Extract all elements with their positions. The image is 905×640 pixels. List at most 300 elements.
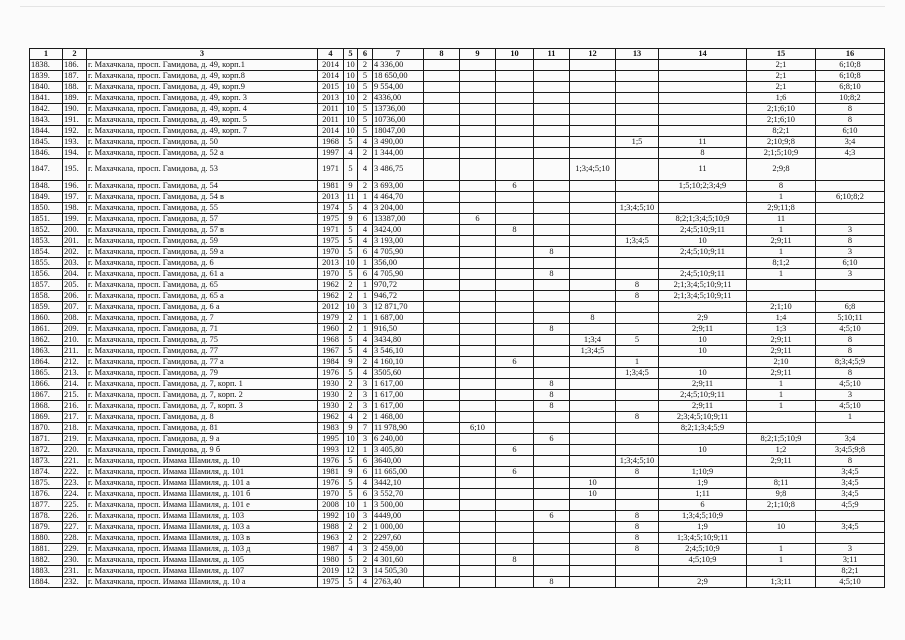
table-cell: 10	[570, 478, 616, 489]
table-cell: 1975	[318, 214, 344, 225]
table-cell: 1	[747, 269, 816, 280]
table-cell: 8	[534, 269, 570, 280]
table-row	[30, 423, 885, 434]
table-cell	[424, 104, 460, 115]
table-cell	[424, 511, 460, 522]
table-cell: 18047,00	[373, 126, 424, 137]
table-cell	[460, 379, 496, 390]
table-cell: 8	[496, 555, 534, 566]
table-cell: 8	[496, 225, 534, 236]
column-header: 5	[344, 49, 358, 60]
table-cell: г. Махачкала, просп. Гамидова, д. 7, корп. 3	[87, 401, 318, 412]
table-cell: 1	[747, 379, 816, 390]
table-cell: 10	[344, 115, 358, 126]
table-cell: 224.	[63, 489, 87, 500]
table-cell: 1930	[318, 379, 344, 390]
table-cell: 4 336,00	[373, 60, 424, 71]
table-body	[30, 60, 885, 588]
table-cell: 1 000,00	[373, 522, 424, 533]
table-cell	[460, 236, 496, 247]
table-cell: 3434,80	[373, 335, 424, 346]
table-cell: г. Махачкала, просп. Гамидова, д. 75	[87, 335, 318, 346]
table-cell	[816, 511, 885, 522]
table-cell: 2	[344, 522, 358, 533]
table-cell	[424, 566, 460, 577]
table-cell: 1993	[318, 445, 344, 456]
table-cell: 1857.	[30, 280, 63, 291]
table-cell	[424, 368, 460, 379]
table-cell	[460, 225, 496, 236]
table-cell: 8	[616, 544, 659, 555]
table-cell	[534, 225, 570, 236]
table-cell	[616, 159, 659, 181]
table-cell	[496, 511, 534, 522]
table-cell: г. Махачкала, просп. Гамидова, д. 59	[87, 236, 318, 247]
table-cell: 2297,60	[373, 533, 424, 544]
table-cell: г. Махачкала, просп. Гамидова, д. 7	[87, 313, 318, 324]
table-cell	[534, 291, 570, 302]
table-cell: 1845.	[30, 137, 63, 148]
table-cell	[496, 346, 534, 357]
table-cell: 4;3	[816, 148, 885, 159]
table-cell: 5	[344, 555, 358, 566]
table-cell	[496, 137, 534, 148]
table-cell: 1979	[318, 313, 344, 324]
table-cell: г. Махачкала, просп. Имама Шамиля, д. 101 б	[87, 489, 318, 500]
table-cell	[460, 544, 496, 555]
table-cell: 193.	[63, 137, 87, 148]
table-cell: 3 693,00	[373, 181, 424, 192]
table-cell: 2014	[318, 71, 344, 82]
table-cell: 8	[534, 401, 570, 412]
column-header: 4	[318, 49, 344, 60]
table-cell: 2	[358, 93, 373, 104]
table-cell: 5	[344, 247, 358, 258]
table-cell: 2	[344, 379, 358, 390]
table-cell	[534, 544, 570, 555]
table-cell: 2012	[318, 302, 344, 313]
table-cell: 3	[816, 247, 885, 258]
table-cell	[534, 313, 570, 324]
table-cell	[570, 544, 616, 555]
table-cell: 8;2;1;3;4;5;9	[659, 423, 747, 434]
table-cell: 8;3;4;5;9	[816, 357, 885, 368]
table-row	[30, 126, 885, 137]
table-cell: 1981	[318, 467, 344, 478]
table-cell: 4	[344, 544, 358, 555]
table-cell	[534, 82, 570, 93]
table-cell	[534, 126, 570, 137]
table-cell: 228.	[63, 533, 87, 544]
table-row	[30, 181, 885, 192]
table-cell	[816, 280, 885, 291]
table-cell: 1;3;4;5	[570, 346, 616, 357]
table-cell: 2	[344, 280, 358, 291]
table-cell: 4 705,90	[373, 269, 424, 280]
table-cell: 4;5;10	[816, 324, 885, 335]
table-cell: 2011	[318, 115, 344, 126]
table-cell: 2	[358, 522, 373, 533]
table-cell: 229.	[63, 544, 87, 555]
table-cell	[496, 544, 534, 555]
table-cell: 8	[816, 236, 885, 247]
table-cell	[460, 60, 496, 71]
table-cell: г. Махачкала, просп. Имама Шамиля, д. 101 а	[87, 478, 318, 489]
table-cell: 1863.	[30, 346, 63, 357]
table-cell: 2	[358, 533, 373, 544]
table-cell: 230.	[63, 555, 87, 566]
table-row	[30, 467, 885, 478]
table-cell: 8	[747, 181, 816, 192]
table-cell: г. Махачкала, просп. Гамидова, д. 57	[87, 214, 318, 225]
table-cell	[534, 467, 570, 478]
table-cell	[460, 82, 496, 93]
table-cell: 5	[616, 335, 659, 346]
table-cell: 1	[747, 555, 816, 566]
table-row	[30, 555, 885, 566]
table-cell	[570, 280, 616, 291]
table-cell: 1852.	[30, 225, 63, 236]
table-cell: г. Махачкала, просп. Гамидова, д. 49, корп.1	[87, 60, 318, 71]
table-cell	[460, 302, 496, 313]
table-cell: 1	[747, 192, 816, 203]
table-cell: 2015	[318, 82, 344, 93]
table-cell: 1;3;4;5;10;9	[659, 511, 747, 522]
table-cell: 1874.	[30, 467, 63, 478]
table-cell: 205.	[63, 280, 87, 291]
table-cell: 3 204,00	[373, 203, 424, 214]
table-cell	[659, 302, 747, 313]
table-cell	[616, 192, 659, 203]
table-cell	[570, 137, 616, 148]
table-cell	[496, 577, 534, 588]
table-cell: 2;4;5;10;9;11	[659, 247, 747, 258]
table-cell: г. Махачкала, просп. Гамидова, д. 49, корп. 4	[87, 104, 318, 115]
table-cell: 1842.	[30, 104, 63, 115]
table-cell: 1984	[318, 357, 344, 368]
table-cell: 214.	[63, 379, 87, 390]
table-cell: 1975	[318, 577, 344, 588]
table-cell: 2	[344, 533, 358, 544]
table-cell: 3	[816, 390, 885, 401]
table-cell: 1968	[318, 335, 344, 346]
table-cell	[460, 478, 496, 489]
table-cell	[659, 192, 747, 203]
table-cell: 916,50	[373, 324, 424, 335]
table-cell: 1975	[318, 236, 344, 247]
table-row	[30, 500, 885, 511]
table-cell	[424, 500, 460, 511]
table-cell: 10	[344, 104, 358, 115]
table-cell	[460, 115, 496, 126]
table-cell: 1840.	[30, 82, 63, 93]
table-cell: 6	[496, 467, 534, 478]
table-cell: 3 500,00	[373, 500, 424, 511]
table-cell: 8	[534, 390, 570, 401]
table-cell	[460, 412, 496, 423]
table-cell	[496, 412, 534, 423]
table-cell	[424, 280, 460, 291]
table-cell: 2014	[318, 126, 344, 137]
table-cell: 3505,60	[373, 368, 424, 379]
table-cell: 1;3	[747, 324, 816, 335]
table-cell: 1856.	[30, 269, 63, 280]
table-cell	[570, 291, 616, 302]
table-cell	[460, 291, 496, 302]
table-cell: 1;9	[659, 478, 747, 489]
table-cell: 18 650,00	[373, 71, 424, 82]
table-cell	[534, 555, 570, 566]
table-cell	[496, 522, 534, 533]
table-cell	[570, 401, 616, 412]
table-cell	[424, 335, 460, 346]
table-cell: 1	[747, 247, 816, 258]
table-cell: г. Махачкала, просп. Гамидова, д. 49, корп. 3	[87, 93, 318, 104]
table-cell: 6;8;10	[816, 82, 885, 93]
table-cell: 10736,00	[373, 115, 424, 126]
table-cell: 10	[659, 335, 747, 346]
table-cell	[496, 478, 534, 489]
table-cell: 204.	[63, 269, 87, 280]
table-cell: 9 554,00	[373, 82, 424, 93]
table-cell: 216.	[63, 401, 87, 412]
table-cell	[496, 335, 534, 346]
table-cell: 1860.	[30, 313, 63, 324]
table-cell: 3;4	[816, 137, 885, 148]
table-cell: 2013	[318, 258, 344, 269]
table-cell	[616, 302, 659, 313]
table-cell: 2 459,00	[373, 544, 424, 555]
table-cell: 3 552,70	[373, 489, 424, 500]
table-cell: 232.	[63, 577, 87, 588]
table-cell	[424, 93, 460, 104]
table-cell: 217.	[63, 412, 87, 423]
table-cell: 2011	[318, 104, 344, 115]
table-cell: 1976	[318, 368, 344, 379]
table-cell	[496, 269, 534, 280]
table-cell: 11 978,90	[373, 423, 424, 434]
table-cell	[460, 533, 496, 544]
table-cell: 4	[344, 412, 358, 423]
table-cell: 5	[344, 137, 358, 148]
table-cell	[570, 115, 616, 126]
table-cell: 8	[816, 368, 885, 379]
table-row	[30, 247, 885, 258]
table-cell: 11	[659, 159, 747, 181]
table-cell: г. Махачкала, просп. Гамидова, д. 52 а	[87, 148, 318, 159]
table-cell: 1970	[318, 269, 344, 280]
table-cell	[570, 236, 616, 247]
table-row	[30, 137, 885, 148]
table-cell: 1;9	[659, 522, 747, 533]
table-cell: 2;1	[747, 71, 816, 82]
table-cell: 188.	[63, 82, 87, 93]
table-cell: 218.	[63, 423, 87, 434]
table-cell: г. Махачкала, просп. Имама Шамиля, д. 107	[87, 566, 318, 577]
table-cell: 5	[358, 104, 373, 115]
table-cell	[816, 214, 885, 225]
table-cell: 1	[358, 258, 373, 269]
table-cell: 2;9;11	[659, 401, 747, 412]
table-cell: 3;11	[816, 555, 885, 566]
table-row	[30, 445, 885, 456]
table-cell: 1880.	[30, 533, 63, 544]
table-cell: 1;11	[659, 489, 747, 500]
table-row	[30, 236, 885, 247]
table-cell	[747, 566, 816, 577]
table-cell	[534, 335, 570, 346]
table-cell: 3;4;5	[816, 522, 885, 533]
table-cell: г. Махачкала, просп. Гамидова, д. 49, корп.8	[87, 71, 318, 82]
table-cell	[816, 423, 885, 434]
table-cell: г. Махачкала, просп. Гамидова, д. 50	[87, 137, 318, 148]
table-cell: 10	[570, 489, 616, 500]
table-cell: 196.	[63, 181, 87, 192]
table-cell: 10	[659, 346, 747, 357]
table-cell	[424, 379, 460, 390]
table-cell: 4449,00	[373, 511, 424, 522]
table-cell: 1971	[318, 159, 344, 181]
table-cell	[424, 467, 460, 478]
table-cell	[570, 456, 616, 467]
table-cell: 1	[747, 390, 816, 401]
table-header-row	[30, 49, 885, 60]
table-cell: 1	[358, 192, 373, 203]
table-row	[30, 401, 885, 412]
table-cell	[424, 445, 460, 456]
table-cell	[424, 148, 460, 159]
table-cell: 8;2;1;3;4;5;10;9	[659, 214, 747, 225]
table-cell: 203.	[63, 258, 87, 269]
table-cell	[570, 203, 616, 214]
table-cell: 6	[358, 456, 373, 467]
table-cell	[534, 423, 570, 434]
table-cell: 6	[534, 434, 570, 445]
table-cell	[816, 291, 885, 302]
table-row	[30, 346, 885, 357]
table-cell: 10	[344, 500, 358, 511]
table-cell: 2;9;11	[747, 236, 816, 247]
table-cell	[460, 93, 496, 104]
table-cell: 8;11	[747, 478, 816, 489]
table-cell	[570, 555, 616, 566]
table-cell	[570, 577, 616, 588]
table-row	[30, 511, 885, 522]
table-cell	[570, 225, 616, 236]
column-header: 3	[87, 49, 318, 60]
table-cell: г. Махачкала, просп. Гамидова, д. 7, корп. 2	[87, 390, 318, 401]
table-cell	[460, 434, 496, 445]
table-cell: 1839.	[30, 71, 63, 82]
table-cell: г. Махачкала, просп. Гамидова, д. 6 а	[87, 302, 318, 313]
table-cell	[570, 522, 616, 533]
table-cell	[460, 148, 496, 159]
table-cell: 1	[358, 280, 373, 291]
table-cell: 1;10;9	[659, 467, 747, 478]
table-cell: 2;1	[747, 82, 816, 93]
table-cell	[424, 522, 460, 533]
table-cell: 4	[358, 478, 373, 489]
table-cell	[534, 181, 570, 192]
table-cell: 190.	[63, 104, 87, 115]
table-cell: г. Махачкала, просп. Гамидова, д. 61 а	[87, 269, 318, 280]
table-cell: г. Махачкала, просп. Гамидова, д. 54 в	[87, 192, 318, 203]
table-cell	[616, 104, 659, 115]
table-cell: 4	[358, 225, 373, 236]
table-cell: 1;5	[616, 137, 659, 148]
table-cell	[460, 511, 496, 522]
table-cell	[616, 148, 659, 159]
table-cell: 11 665,00	[373, 467, 424, 478]
table-cell: 5	[358, 71, 373, 82]
table-cell: 1 687,00	[373, 313, 424, 324]
column-header: 12	[570, 49, 616, 60]
table-cell: 6;10	[816, 258, 885, 269]
table-cell: 11	[344, 192, 358, 203]
table-cell: 2;9;11	[747, 456, 816, 467]
table-cell	[534, 214, 570, 225]
table-cell: 202.	[63, 247, 87, 258]
table-cell: 212.	[63, 357, 87, 368]
table-cell: 231.	[63, 566, 87, 577]
table-cell	[424, 115, 460, 126]
table-cell: 5	[358, 126, 373, 137]
table-cell: 1970	[318, 247, 344, 258]
table-cell	[570, 357, 616, 368]
table-cell	[496, 115, 534, 126]
table-cell: 194.	[63, 148, 87, 159]
table-cell	[496, 434, 534, 445]
table-cell	[460, 357, 496, 368]
table-cell	[570, 390, 616, 401]
table-cell	[570, 412, 616, 423]
table-cell	[659, 93, 747, 104]
table-cell: 8	[816, 115, 885, 126]
table-cell: 6;10	[460, 423, 496, 434]
table-cell	[460, 445, 496, 456]
table-cell	[616, 82, 659, 93]
table-cell: 8	[534, 247, 570, 258]
table-cell: 1	[816, 412, 885, 423]
table-cell: 10	[344, 302, 358, 313]
table-cell	[496, 60, 534, 71]
table-cell	[460, 258, 496, 269]
table-cell: 1967	[318, 346, 344, 357]
table-cell: 1859.	[30, 302, 63, 313]
table-cell: 1	[358, 500, 373, 511]
table-cell: 13387,00	[373, 214, 424, 225]
table-cell	[460, 324, 496, 335]
table-cell	[570, 258, 616, 269]
table-cell	[816, 533, 885, 544]
table-cell: 8	[616, 280, 659, 291]
table-cell: г. Махачкала, просп. Гамидова, д. 54	[87, 181, 318, 192]
table-cell: 10	[659, 368, 747, 379]
table-cell	[616, 390, 659, 401]
table-cell	[616, 214, 659, 225]
table-cell: 2013	[318, 192, 344, 203]
table-cell	[424, 313, 460, 324]
table-cell	[570, 368, 616, 379]
table-cell: 1;5;10;2;3;4;9	[659, 181, 747, 192]
table-cell: 1853.	[30, 236, 63, 247]
table-row	[30, 203, 885, 214]
table-cell: 946,72	[373, 291, 424, 302]
table-cell: 1870.	[30, 423, 63, 434]
table-cell: 5;10;11	[816, 313, 885, 324]
table-cell: г. Махачкала, просп. Имама Шамиля, д. 103 д	[87, 544, 318, 555]
table-cell: 4	[358, 577, 373, 588]
